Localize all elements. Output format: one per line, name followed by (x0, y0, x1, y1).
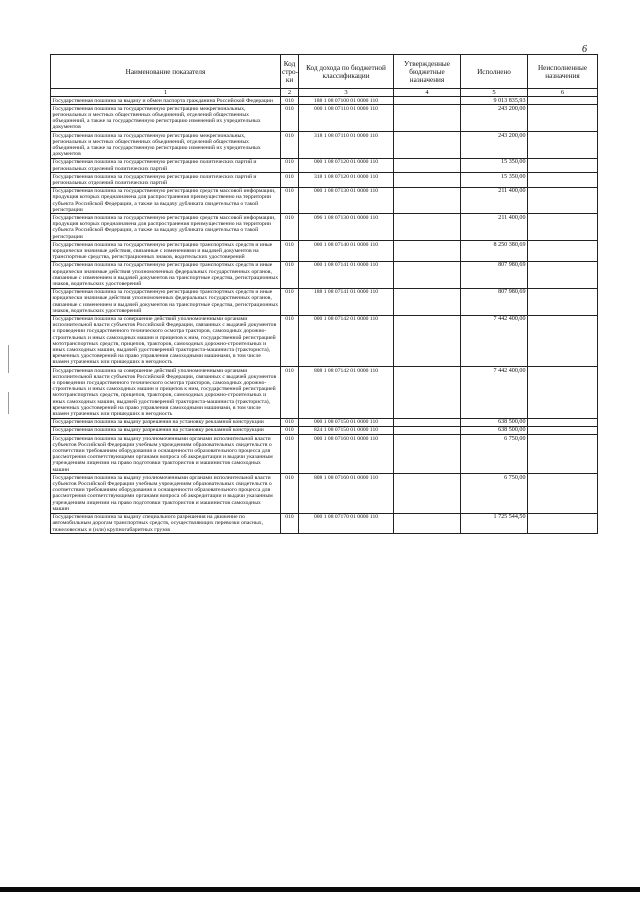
row-executed: 15 350,00 (461, 173, 528, 187)
header-unexecuted: Неисполненные назначения (528, 55, 598, 89)
row-name: Государственная пошлина за государственную регистрацию межрегиональных, региональных и местных общественных объединений, отделений общественных объединений, а также за государственную регистрацию изменений их учредительных документов (51, 132, 281, 159)
row-code: 010 (281, 367, 299, 419)
row-executed: 638 500,00 (461, 426, 528, 434)
row-unexecuted (528, 97, 598, 105)
row-kbk: 188 1 08 07141 01 0000 110 (299, 288, 394, 315)
row-code: 010 (281, 513, 299, 534)
table-row (51, 426, 598, 434)
row-kbk: 000 1 08 07120 01 0000 110 (299, 158, 394, 172)
column-number: 2 (281, 89, 299, 97)
row-name: Государственная пошлина за выдачу разрешения на установку рекламной конструкции (51, 418, 281, 426)
row-unexecuted (528, 261, 598, 288)
row-kbk: 824 1 08 07150 01 0000 110 (299, 426, 394, 434)
row-kbk: 188 1 08 07100 01 0000 110 (299, 97, 394, 105)
row-executed: 243 200,00 (461, 105, 528, 132)
row-executed: 9 013 835,93 (461, 97, 528, 105)
row-kbk: 000 1 08 07140 01 0000 110 (299, 241, 394, 262)
row-name: Государственная пошлина за государственную регистрацию политических партий и региональных отделений политических партий (51, 158, 281, 172)
row-unexecuted (528, 426, 598, 434)
row-kbk: 000 1 08 07170 01 0000 110 (299, 513, 394, 534)
row-kbk: 000 1 08 07110 01 0000 110 (299, 105, 394, 132)
row-unexecuted (528, 435, 598, 474)
row-approved (394, 435, 461, 474)
row-executed: 211 400,00 (461, 214, 528, 241)
table-row (51, 288, 598, 315)
row-executed: 638 500,00 (461, 418, 528, 426)
table-row (51, 173, 598, 187)
row-kbk: 096 1 08 07130 01 0000 110 (299, 214, 394, 241)
table-row (51, 105, 598, 132)
row-kbk: 000 1 08 07142 01 0000 110 (299, 315, 394, 367)
row-approved (394, 513, 461, 534)
table-row (51, 474, 598, 513)
table-row (51, 241, 598, 262)
header-name: Наименование показателя (51, 55, 281, 89)
row-executed: 1 725 544,50 (461, 513, 528, 534)
row-kbk: 318 1 08 07110 01 0000 110 (299, 132, 394, 159)
table-row (51, 132, 598, 159)
scan-edge-bar (0, 887, 640, 892)
row-executed: 7 442 400,00 (461, 315, 528, 367)
row-executed: 807 980,69 (461, 288, 528, 315)
row-code: 010 (281, 132, 299, 159)
row-code: 010 (281, 261, 299, 288)
row-executed: 807 980,69 (461, 261, 528, 288)
row-approved (394, 97, 461, 105)
row-name: Государственная пошлина за выдачу уполномоченными органами исполнительной власти субъектов Российской Федерации учебным учреждениям образовательных свидетельств о соответствии требованиям оборудования и оснащенности образовательного процесса для рассмотрения соответствующими органами вопроса об аккредитации и выдачи указанным учреждениям лицензии на право подготовки трактористов и машинистов самоходных машин (51, 474, 281, 513)
row-name: Государственная пошлина за государственную регистрацию транспортных средств и иные юридически значимые действия, связанные с изменениями и выдачей документов на транспортные средства, регистрационных знаков, водительских удостоверений (51, 241, 281, 262)
row-unexecuted (528, 173, 598, 187)
row-approved (394, 241, 461, 262)
row-executed: 243 200,00 (461, 132, 528, 159)
table-row (51, 158, 598, 172)
row-unexecuted (528, 158, 598, 172)
row-unexecuted (528, 315, 598, 367)
table-row (51, 214, 598, 241)
header-approved: Утвержденные бюджетные назначения (394, 55, 461, 89)
report-table (50, 54, 598, 534)
row-unexecuted (528, 214, 598, 241)
row-approved (394, 315, 461, 367)
row-code: 010 (281, 173, 299, 187)
row-unexecuted (528, 367, 598, 419)
row-kbk: 000 1 08 07130 01 0000 110 (299, 187, 394, 214)
row-kbk: 000 1 08 07160 01 0000 110 (299, 435, 394, 474)
row-kbk: 318 1 08 07120 01 0000 110 (299, 173, 394, 187)
table-row (51, 187, 598, 214)
row-kbk: 808 1 08 07142 01 0000 110 (299, 367, 394, 419)
row-approved (394, 474, 461, 513)
row-code: 010 (281, 474, 299, 513)
row-code: 010 (281, 418, 299, 426)
row-code: 010 (281, 105, 299, 132)
row-unexecuted (528, 474, 598, 513)
row-unexecuted (528, 418, 598, 426)
row-code: 010 (281, 288, 299, 315)
table-row (51, 261, 598, 288)
row-unexecuted (528, 241, 598, 262)
row-executed: 211 400,00 (461, 187, 528, 214)
row-unexecuted (528, 105, 598, 132)
table-row (51, 315, 598, 367)
row-approved (394, 132, 461, 159)
column-number: 4 (394, 89, 461, 97)
scan-mark (8, 392, 9, 414)
row-executed: 8 250 380,69 (461, 241, 528, 262)
row-approved (394, 367, 461, 419)
row-code: 010 (281, 214, 299, 241)
row-approved (394, 426, 461, 434)
row-name: Государственная пошлина за выдачу и обмен паспорта гражданина Российской Федерации (51, 97, 281, 105)
row-executed: 7 442 400,00 (461, 367, 528, 419)
page-number: 6 (582, 44, 587, 55)
column-number: 5 (461, 89, 528, 97)
scan-mark (8, 345, 9, 373)
table-row (51, 418, 598, 426)
row-approved (394, 158, 461, 172)
row-approved (394, 214, 461, 241)
row-name: Государственная пошлина за совершение действий уполномоченными органами исполнительной власти субъектов Российской Федерации, связанных с выдачей документов о проведении государственного технического осмотра тракторов, самоходных дорожно-строительных и иных самоходных машин и прицепов к ним, государственной регистрацией мототранспортных средств, прицепов, тракторов, самоходных дорожно-строительных и иных самоходных машин, выдачей удостоверений тракториста-машиниста (тракториста), временных удостоверений на право управления самоходными машинами, в том числе взамен утраченных или пришедших в негодность (51, 315, 281, 367)
row-executed: 6 750,00 (461, 435, 528, 474)
table-row (51, 367, 598, 419)
budget-execution-table (50, 54, 597, 534)
row-approved (394, 418, 461, 426)
row-code: 010 (281, 241, 299, 262)
column-number: 1 (51, 89, 281, 97)
row-name: Государственная пошлина за государственную регистрацию транспортных средств и иные юридически значимые действия уполномоченных федеральных государственных органов, связанные с изменением и выдачей документов на транспортные средства, регистрационных знаков, водительских удостоверений (51, 288, 281, 315)
row-approved (394, 105, 461, 132)
table-row (51, 435, 598, 474)
header-executed: Исполнено (461, 55, 528, 89)
column-number: 6 (528, 89, 598, 97)
row-code: 010 (281, 97, 299, 105)
row-code: 010 (281, 435, 299, 474)
row-code: 010 (281, 426, 299, 434)
table-row (51, 513, 598, 534)
row-unexecuted (528, 187, 598, 214)
row-name: Государственная пошлина за совершение действий уполномоченными органами исполнительной власти субъектов Российской Федерации, связанных с выдачей документов о проведении государственного технического осмотра тракторов, самоходных дорожно-строительных и иных самоходных машин и прицепов к ним, государственной регистрацией мототранспортных средств, прицепов, тракторов, самоходных дорожно-строительных и иных самоходных машин, выдачей удостоверений тракториста-машиниста (тракториста), временных удостоверений на право управления самоходными машинами, в том числе взамен утраченных или пришедших в негодность (51, 367, 281, 419)
row-name: Государственная пошлина за выдачу уполномоченными органами исполнительной власти субъектов Российской Федерации учебным учреждениям образовательных свидетельств о соответствии требованиям оборудования и оснащенности образовательного процесса для рассмотрения соответствующими органами вопроса об аккредитации и выдачи указанным учреждениям лицензии на право подготовки трактористов и машинистов самоходных машин (51, 435, 281, 474)
row-kbk: 000 1 08 07141 01 0000 110 (299, 261, 394, 288)
row-approved (394, 187, 461, 214)
row-unexecuted (528, 288, 598, 315)
row-executed: 15 350,00 (461, 158, 528, 172)
table-row (51, 97, 598, 105)
row-unexecuted (528, 513, 598, 534)
row-name: Государственная пошлина за государственную регистрацию транспортных средств и иные юридически значимые действия уполномоченных федеральных государственных органов, связанные с изменением и выдачей документов на транспортные средства, регистрационных знаков, водительских удостоверений (51, 261, 281, 288)
row-approved (394, 288, 461, 315)
row-code: 010 (281, 187, 299, 214)
row-executed: 6 750,00 (461, 474, 528, 513)
row-kbk: 808 1 08 07160 01 0000 110 (299, 474, 394, 513)
row-name: Государственная пошлина за государственную регистрацию средств массовой информации, продукция которых предназначена для распространения преимущественно на территории субъекта Российской Федерации, а также за выдачу дубликата свидетельства о такой регистрации (51, 187, 281, 214)
row-name: Государственная пошлина за выдачу разрешения на установку рекламной конструкции (51, 426, 281, 434)
row-code: 010 (281, 315, 299, 367)
row-name: Государственная пошлина за государственную регистрацию средств массовой информации, продукция которых предназначена для распространения преимущественно на территории субъекта Российской Федерации, а также за выдачу дубликата свидетельства о такой регистрации (51, 214, 281, 241)
row-code: 010 (281, 158, 299, 172)
header-code: Код стро-ки (281, 55, 299, 89)
row-name: Государственная пошлина за государственную регистрацию межрегиональных, региональных и местных общественных объединений, отделений общественных объединений, а также за государственную регистрацию изменений их учредительных документов (51, 105, 281, 132)
row-approved (394, 261, 461, 288)
header-kbk: Код дохода по бюджетной классификации (299, 55, 394, 89)
row-kbk: 000 1 08 07150 01 0000 110 (299, 418, 394, 426)
row-name: Государственная пошлина за государственную регистрацию политических партий и региональных отделений политических партий (51, 173, 281, 187)
row-approved (394, 173, 461, 187)
row-name: Государственная пошлина за выдачу специального разрешения на движение по автомобильным дорогам транспортных средств, осуществляющих перевозки опасных, тяжеловесных и (или) крупногабаритных грузов (51, 513, 281, 534)
column-number: 3 (299, 89, 394, 97)
table-body (51, 97, 598, 534)
row-unexecuted (528, 132, 598, 159)
